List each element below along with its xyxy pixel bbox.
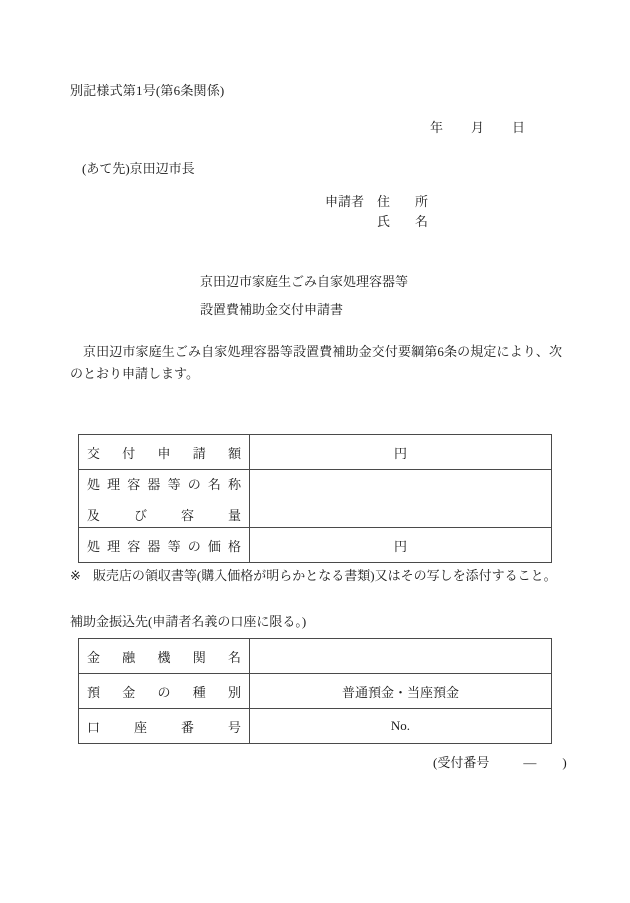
table-row <box>79 709 552 744</box>
receipt-number-dash: ― <box>523 755 537 770</box>
label-account-type: 預 金 の 種 別 <box>79 674 250 709</box>
table-row <box>79 528 552 563</box>
applicant-name-line <box>325 211 434 230</box>
date-day-label: 日 <box>512 120 526 135</box>
label-bank-name: 金 融 機 関 名 <box>79 639 250 674</box>
table-row <box>79 435 552 470</box>
date-line <box>430 117 525 136</box>
label-account-number: 口 座 番 号 <box>79 709 250 744</box>
applicant-address-label: 住 所 <box>377 194 435 209</box>
addressee-line: (あて先)京田辺市長 <box>82 161 195 176</box>
document-title-line-2: 設置費補助金交付申請書 <box>200 302 344 317</box>
table-row <box>79 470 552 528</box>
label-grant-amount: 交 付 申 請 額 <box>79 435 250 470</box>
attachment-note <box>70 565 557 584</box>
table-row <box>79 639 552 674</box>
value-grant-amount[interactable]: 円 <box>250 435 552 470</box>
applicant-address-line <box>325 191 434 210</box>
document-title-line-1: 京田辺市家庭生ごみ自家処理容器等 <box>200 274 409 289</box>
application-table <box>78 434 552 563</box>
table-row <box>79 674 552 709</box>
value-account-number[interactable]: No. <box>250 709 552 744</box>
receipt-number-line <box>433 752 567 771</box>
receipt-number-label: (受付番号 <box>433 755 490 770</box>
note-mark-icon: ※ <box>70 568 81 583</box>
label-container-name-capacity: 処 理 容 器 等 の 名 称 及 び 容 量 <box>79 470 250 528</box>
note-text: 販売店の領収書等(購入価格が明らかとなる書類)又はその写しを添付すること。 <box>92 568 557 583</box>
value-account-type[interactable]: 普通預金・当座預金 <box>250 674 552 709</box>
value-container-name-capacity[interactable] <box>250 470 552 528</box>
bank-transfer-caption: 補助金振込先(申請者名義の口座に限る。) <box>70 614 307 629</box>
value-bank-name[interactable] <box>250 639 552 674</box>
applicant-role-label: 申請者 <box>325 194 365 209</box>
form-number: 別記様式第1号(第6条関係) <box>70 83 225 98</box>
label-container-price: 処 理 容 器 等 の 価 格 <box>79 528 250 563</box>
date-year-label: 年 <box>430 120 444 135</box>
body-paragraph: 京田辺市家庭生ごみ自家処理容器等設置費補助金交付要綱第6条の規定により、次のとおり申請します。 <box>70 344 562 381</box>
receipt-number-close: ) <box>562 755 567 770</box>
value-container-price[interactable]: 円 <box>250 528 552 563</box>
date-month-label: 月 <box>471 120 485 135</box>
bank-account-table <box>78 638 552 744</box>
applicant-name-label: 氏 名 <box>377 214 435 229</box>
